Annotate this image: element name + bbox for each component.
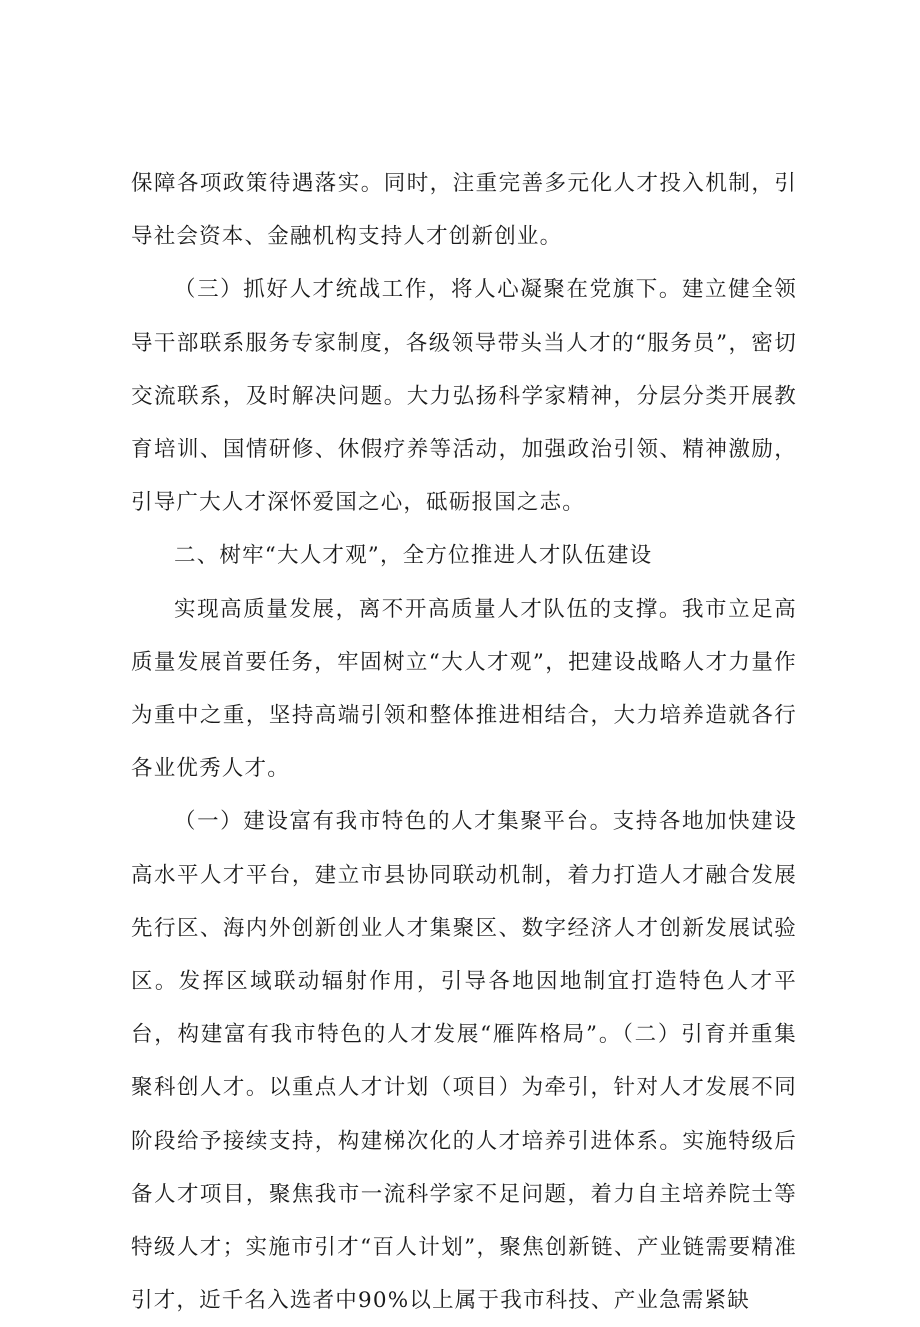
section-heading-two: 二、树牢“大人才观”，全方位推进人才队伍建设 xyxy=(174,543,653,569)
paragraph-continuation: 保障各项政策待遇落实。同时，注重完善多元化人才投入机制，引导社会资本、金融机构支持人才创新创业。 xyxy=(131,171,797,250)
paragraph-intro: 实现高质量发展，离不开高质量人才队伍的支撑。我市立足高质量发展首要任务，牢固树立“大人才观”，把建设战略人才力量作为重中之重，坚持高端引领和整体推进相结合，大力培养造就各行各业优秀人才。 xyxy=(131,596,797,782)
paragraph-section-three: （三）抓好人才统战工作，将人心凝聚在党旗下。建立健全领导干部联系服务专家制度，各级领导带头当人才的“服务员”，密切交流联系，及时解决问题。大力弘扬科学家精神，分层分类开展教育培训、国情研修、休假疗养等活动，加强政治引领、精神激励，引导广大人才深怀爱国之心，砥砺报国之志。 xyxy=(131,277,797,516)
paragraph-section-one: （一）建设富有我市特色的人才集聚平台。支持各地加快建设高水平人才平台，建立市县协同联动机制，着力打造人才融合发展先行区、海内外创新创业人才集聚区、数字经济人才创新发展试验区。发挥区域联动辐射作用，引导各地因地制宜打造特色人才平台，构建富有我市特色的人才发展“雁阵格局”。（二）引育并重集聚科创人才。以重点人才计划（项目）为牵引，针对人才发展不同阶段给予接续支持，构建梯次化的人才培养引进体系。实施特级后备人才项目，聚焦我市一流科学家不足问题，着力自主培养院士等特级人才；实施市引才“百人计划”，聚焦创新链、产业链需要精准引才，近千名入选者中90%以上属于我市科技、产业急需紧缺 xyxy=(131,809,797,1314)
document-body xyxy=(131,157,797,1327)
